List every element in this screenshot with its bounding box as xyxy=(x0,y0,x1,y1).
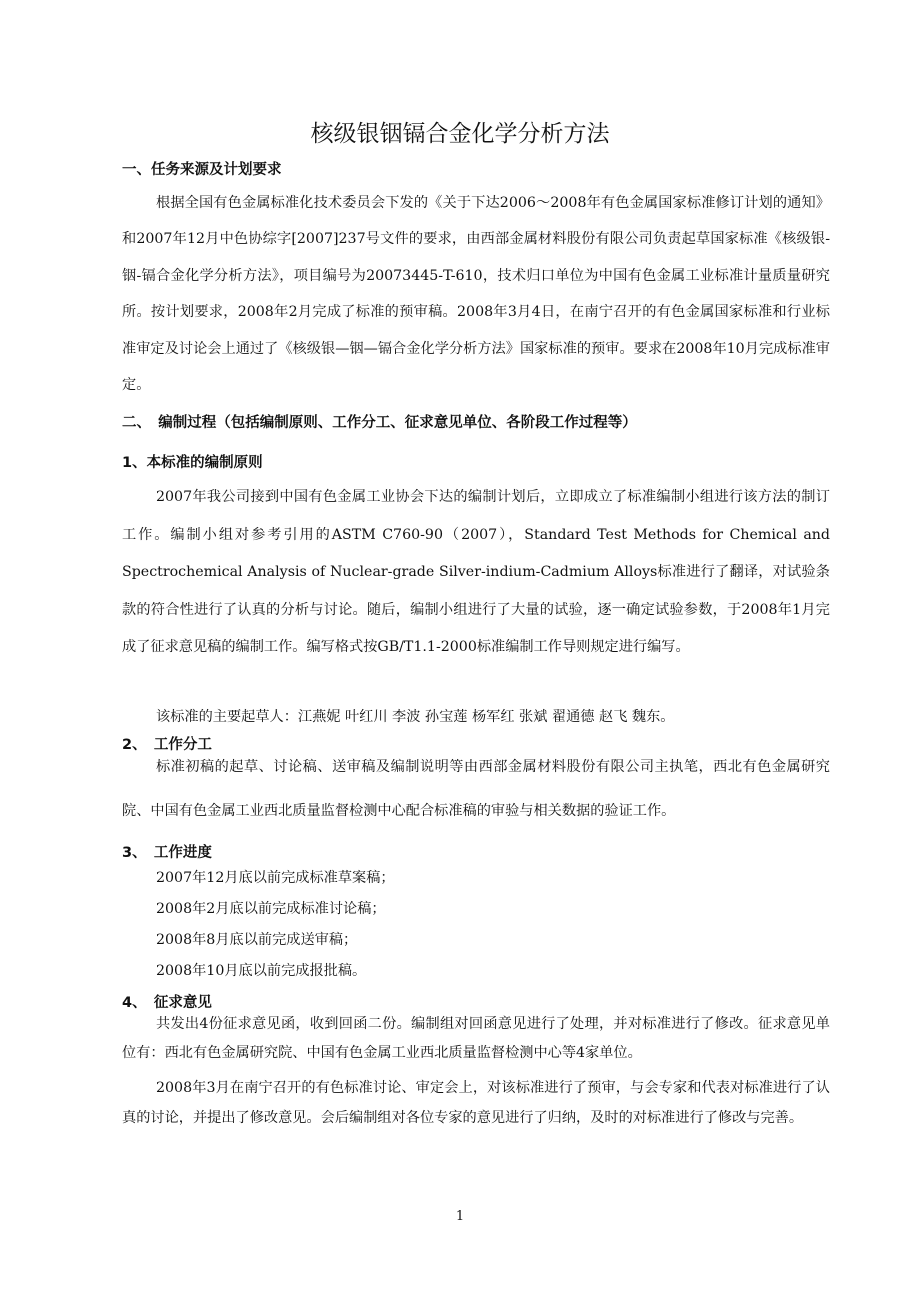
subsection-2-paragraph: 标准初稿的起草、讨论稿、送审稿及编制说明等由西部金属材料股份有限公司主执笔，西北有色金属研究院、中国有色金属工业西北质量监督检测中心配合标准稿的审验与相关数据的验证工作。 xyxy=(122,759,830,819)
schedule-item: 2008年8月底以前完成送审稿； xyxy=(156,932,358,948)
page-number: 1 xyxy=(455,1209,465,1224)
subsection-4-paragraph-1: 共发出4份征求意见函，收到回函二份。编制组对回函意见进行了处理，并对标准进行了修改。征求意见单位有：西北有色金属研究院、中国有色金属工业西北质量监督检测中心等4家单位。 xyxy=(122,1016,830,1061)
schedule-item: 2007年12月底以前完成标准草案稿； xyxy=(156,870,395,886)
section-1-heading: 一、任务来源及计划要求 xyxy=(122,162,282,178)
subsection-4-heading: 4、 征求意见 xyxy=(122,995,212,1011)
subsection-2-heading: 2、 工作分工 xyxy=(122,737,212,753)
schedule-item: 2008年2月底以前完成标准讨论稿； xyxy=(156,901,386,917)
schedule-item: 2008年10月底以前完成报批稿。 xyxy=(156,963,367,979)
drafters-line: 该标准的主要起草人：江燕妮 叶红川 李波 孙宝莲 杨军红 张斌 翟通德 赵飞 魏东。 xyxy=(156,709,675,725)
subsection-1-paragraph: 2007年我公司接到中国有色金属工业协会下达的编制计划后，立即成立了标准编制小组进行该方法的制订工作。编制小组对参考引用的ASTM C760-90（2007），Standard Test Methods for Chemical and Spectrochemical Analysis of Nuclear-grade Silver-indium-Cadmium Alloys标准进行了翻译，对试验条款的符合性进行了认真的分析与讨论。随后，编制小组进行了大量的试验，逐一确定试验参数，于2008年1月完成了征求意见稿的编制工作。编写格式按GB/T1.1-2000标准编制工作导则规定进行编写。 xyxy=(122,489,830,655)
subsection-4-paragraph-2: 2008年3月在南宁召开的有色标准讨论、审定会上，对该标准进行了预审，与会专家和代表对标准进行了认真的讨论，并提出了修改意见。会后编制组对各位专家的意见进行了归纳，及时的对标准进行了修改与完善。 xyxy=(122,1080,830,1126)
section-1-paragraph: 根据全国有色金属标准化技术委员会下发的《关于下达2006～2008年有色金属国家标准修订计划的通知》和2007年12月中色协综字[2007]237号文件的要求，由西部金属材料股份有限公司负责起草国家标准《核级银-铟-镉合金化学分析方法》，项目编号为20073445-T-610，技术归口单位为中国有色金属工业标准计量质量研究所。按计划要求，2008年2月完成了标准的预审稿。2008年3月4日，在南宁召开的有色金属国家标准和行业标准审定及讨论会上通过了《核级银—铟—镉合金化学分析方法》国家标准的预审。要求在2008年10月完成标准审定。 xyxy=(122,195,830,394)
section-2-heading: 二、 编制过程（包括编制原则、工作分工、征求意见单位、各阶段工作过程等） xyxy=(122,415,637,431)
subsection-1-heading: 1、本标准的编制原则 xyxy=(122,455,263,471)
page-title: 核级银铟镉合金化学分析方法 xyxy=(310,121,610,147)
subsection-3-heading: 3、 工作进度 xyxy=(122,845,212,861)
